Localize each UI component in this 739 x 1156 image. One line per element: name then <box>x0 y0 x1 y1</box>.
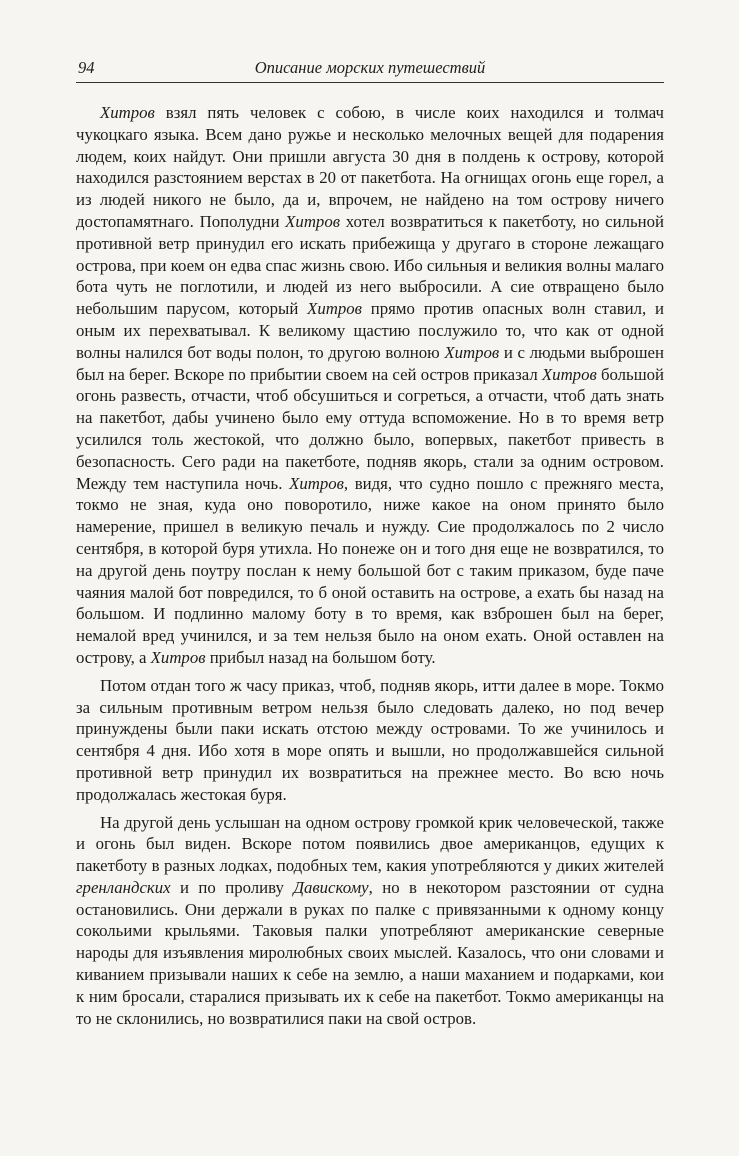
italic-name: Хитров <box>150 647 206 667</box>
text-run: На другой день услышан на одном острову громкой крик человеческой, также и огонь был виден. Вскоре потом появились двое американцов, едущих к пакетботу в разных лодках, подобных тем, какия употребляются у диких жителей <box>76 812 664 876</box>
paragraph <box>76 675 664 806</box>
text-run: взял пять человек с собою, в числе коих находился и толмач чукоцкаго языка. Всем дано ружье и несколько мелочных вещей для подарения людем, коих найдут. Они пришли августа 30 дня в полдень к острову, которой находился разстоянием верстах в 20 от пакетбота. На огнищах огонь еще горел, а из людей никого не было, да и, впрочем, не найдено на том острову ничего достопамятнаго. Пополудни <box>76 103 664 231</box>
italic-name: Хитров <box>541 364 597 384</box>
text-run: и по проливу <box>170 877 294 897</box>
italic-name: Хитров <box>307 299 362 319</box>
italic-name: Хитров <box>444 342 500 362</box>
page-number: 94 <box>78 58 95 77</box>
text-run: Потом отдан того ж часу приказ, чтоб, подняв якорь, итти далее в море. Токмо за сильным противным ветром нельзя было следовать далеко, но под вечер принуждены были паки искать отстою между островами. То же учинилось и сентября 4 дня. Ибо хотя в море опять и вышли, но продолжавшейся сильной противной ветр принудил их возвратиться на прежнее место. Во всю ночь продолжалась жестокая буря. <box>76 675 664 804</box>
italic-name: Хитров <box>100 103 155 122</box>
text-run: , но в некотором разстоянии от судна остановились. Они держали в руках по палке с привязанными к одному концу сокольими крыльями. Таковыя палки употребляют американские северные народы для изъявления миролюбных своих мыслей. Казалось, что они словами и киванием призывали наших к себе на землю, а наши маханием и подарками, кои к ним бросали, старалися призывать их к себе на пакетбот. Токмо американцы на то не склонились, но возвратилися паки на свой остров. <box>76 877 664 1028</box>
text-run: большой огонь развесть, отчасти, чтоб обсушиться и согреться, а отчасти, чтоб дать знать на пакетбот, дабы учинено было ему оттуда вспоможение. Но в то время ветр усилился толь жестокой, что должно было, вопервых, пакетбот привесть в безопасность. Сего ради на пакетботе, подняв якорь, стали за одним островом. Между тем наступила ночь. <box>76 364 664 493</box>
paragraph <box>76 812 664 1030</box>
text-run: прибыл назад на большом боту. <box>205 647 436 667</box>
text-run: , видя, что судно пошло с прежняго места, токмо не зная, куда оно поворотило, ниже какое на оном принято было намерение, пришел в великую печаль и нужду. Сие продолжалось по 2 число сентября, в которой буря утихла. Но понеже он и того дня еще не возвратился, то на другой день поутру послан к нему большой бот с таким приказом, буде паче чаяния малой бот повредился, то б оной оставить на острове, а ехать бы назад на большом. И подлинно малому боту в то время, как взброшен был на берег, немалой вред учинился, и за тем нельзя было на оном ехать. Оной оставлен на острову, а <box>76 473 664 667</box>
italic-name: Хитров <box>285 211 340 231</box>
text-run: прямо против опасных волн ставил, и оным их перехватывал. К великому щастию послужило то, что как от одной волны налился бот воды полон, то другою волною <box>76 299 664 362</box>
text-run: и с людьми выброшен был на берег. Вскоре по прибытии своем на сей остров приказал <box>76 342 664 384</box>
italic-name: гренландских <box>76 877 171 897</box>
running-title: Описание морских путешествий <box>254 58 486 77</box>
body-text <box>76 102 664 1035</box>
paragraph <box>76 102 664 669</box>
italic-name: Хитров <box>289 473 344 493</box>
italic-name: Дaвискому <box>293 877 369 897</box>
text-run: хотел возвратиться к пакетботу, но сильной противной ветр принудил его искать прибежища у другаго в стороне лежащаго острова, при коем он едва спас жизнь свою. Ибо сильныя и великия волны малаго бота чуть не поглотили, и людей из него выбросили. А сие отвращено было небольшим парусом, который <box>76 211 664 319</box>
running-header <box>76 58 664 83</box>
